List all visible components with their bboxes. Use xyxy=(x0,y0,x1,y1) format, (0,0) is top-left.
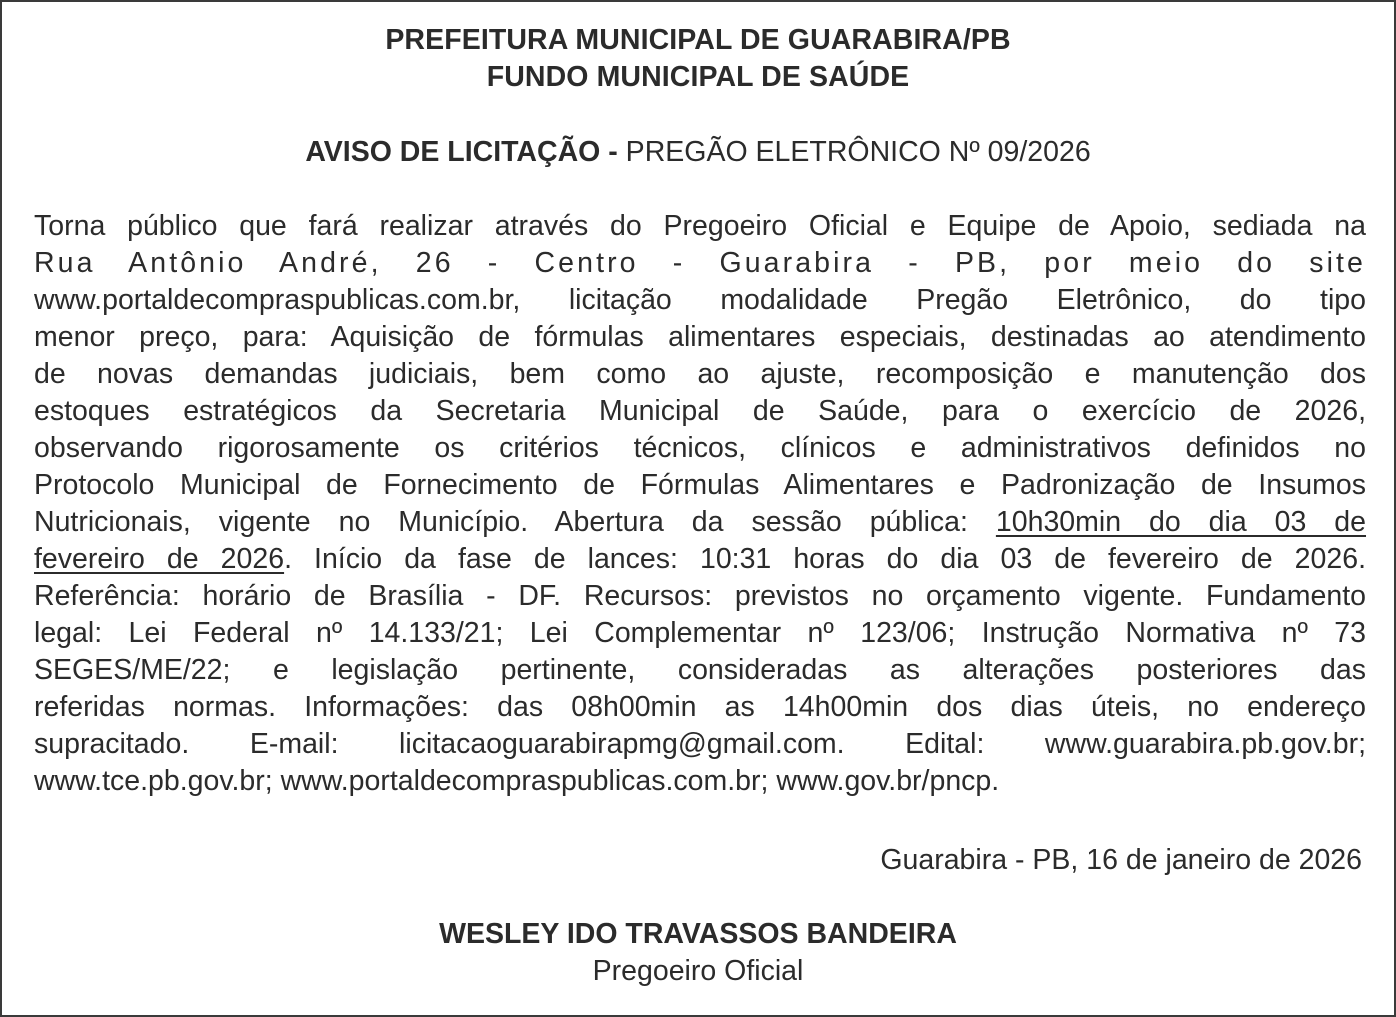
body-line: menor preço, para: Aquisição de fórmulas alimentares especiais, destinadas ao atendimento xyxy=(34,321,1366,353)
body-line xyxy=(34,504,1366,541)
issuer-title: PREFEITURA MUNICIPAL DE GUARABIRA/PB xyxy=(385,24,1011,56)
body-line: supracitado. E-mail: licitacaoguarabirapmg@gmail.com. Edital: www.guarabira.pb.gov.br; xyxy=(34,728,1366,760)
body-line: de novas demandas judiciais, bem como ao ajuste, recomposição e manutenção dos xyxy=(34,358,1366,390)
signature-block xyxy=(2,916,1394,990)
body-line: estoques estratégicos da Secretaria Municipal de Saúde, para o exercício de 2026, xyxy=(34,395,1366,427)
body-line: Torna público que fará realizar através do Pregoeiro Oficial e Equipe de Apoio, sediada na xyxy=(34,210,1366,242)
body-line: Protocolo Municipal de Fornecimento de Fórmulas Alimentares e Padronização de Insumos xyxy=(34,469,1366,501)
place-and-date: Guarabira - PB, 16 de janeiro de 2026 xyxy=(880,844,1362,876)
session-opening-date: 10h30min do dia 03 de xyxy=(995,506,1367,538)
body-line: legal: Lei Federal nº 14.133/21; Lei Complementar nº 123/06; Instrução Normativa nº 73 xyxy=(34,617,1366,649)
body-line: Rua Antônio André, 26 - Centro - Guarabira - PB, por meio do site xyxy=(34,247,1366,279)
notice-subject xyxy=(2,134,1394,171)
notice-header xyxy=(2,22,1394,96)
signatory-name: WESLEY IDO TRAVASSOS BANDEIRA xyxy=(439,918,957,950)
body-line xyxy=(34,541,1366,578)
body-line: www.tce.pb.gov.br; www.portaldecompraspublicas.com.br; www.gov.br/pncp. xyxy=(34,765,1000,797)
body-text-segment: . Início da fase de lances: 10:31 horas do dia 03 de fevereiro de 2026. xyxy=(284,543,1366,575)
body-line: www.portaldecompraspublicas.com.br, licitação modalidade Pregão Eletrônico, do tipo xyxy=(34,284,1366,316)
issuer-subtitle: FUNDO MUNICIPAL DE SAÚDE xyxy=(486,61,910,93)
body-line: observando rigorosamente os critérios técnicos, clínicos e administrativos definidos no xyxy=(34,432,1366,464)
notice-body xyxy=(34,208,1366,800)
body-text-segment: Nutricionais, vigente no Município. Abertura da sessão pública: xyxy=(34,506,996,538)
signatory-role: Pregoeiro Oficial xyxy=(592,955,804,987)
notice-type: AVISO DE LICITAÇÃO - xyxy=(305,136,618,168)
body-line: SEGES/ME/22; e legislação pertinente, consideradas as alterações posteriores das xyxy=(34,654,1366,686)
body-line: Referência: horário de Brasília - DF. Recursos: previstos no orçamento vigente. Fundamento xyxy=(34,580,1366,612)
session-opening-date-cont: fevereiro de 2026 xyxy=(34,543,285,575)
notice-reference: PREGÃO ELETRÔNICO Nº 09/2026 xyxy=(617,136,1091,168)
body-line: referidas normas. Informações: das 08h00min as 14h00min dos dias úteis, no endereço xyxy=(34,691,1366,723)
